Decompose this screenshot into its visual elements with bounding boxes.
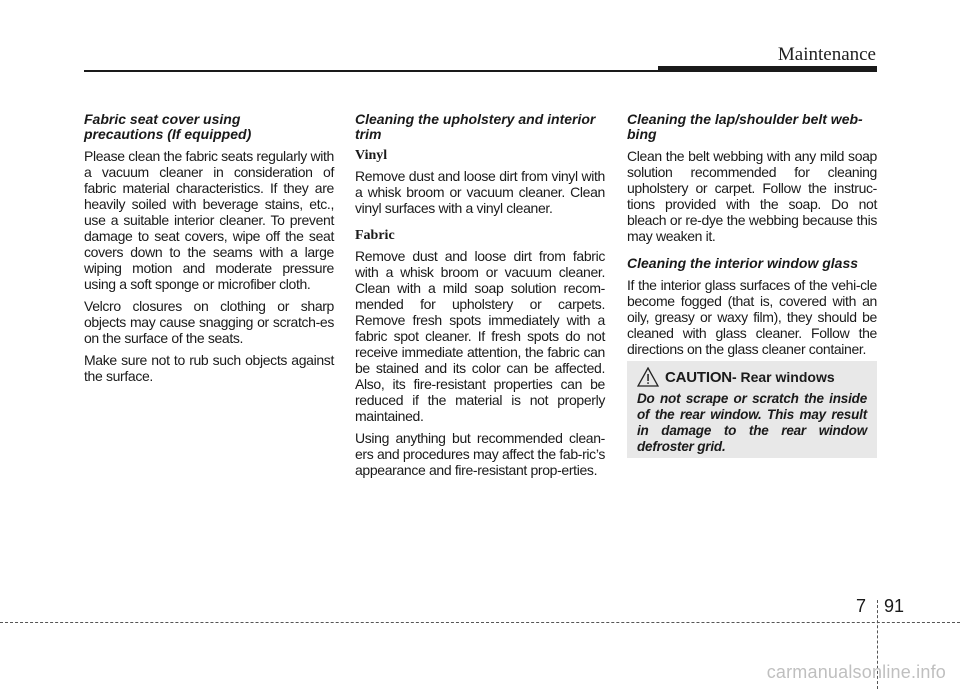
paragraph-vinyl: Remove dust and loose dirt from vinyl with a whisk broom or vacuum cleaner. Clean vinyl surfaces with a vinyl cleaner. [355, 168, 605, 216]
heading-line-2: bing [627, 126, 657, 142]
heading-belt-webbing [627, 112, 877, 142]
paragraph-belt-webbing: Clean the belt webbing with any mild soap solution recommended for cleaning upholstery or carpet. Follow the instruc-tions provided with the soap. Do not bleach or re-dye the webbing because this may weaken it. [627, 148, 877, 244]
heading-upholstery [355, 112, 605, 142]
caution-box [627, 361, 877, 458]
heading-fabric-seat-cover [84, 112, 334, 142]
page-number: 91 [884, 596, 905, 616]
chapter-number: 7 [856, 596, 867, 616]
caution-topic: - Rear windows [731, 369, 835, 385]
warning-triangle-icon [637, 367, 659, 387]
section-title: Maintenance [777, 44, 876, 65]
header-rule [84, 70, 660, 72]
caution-header [637, 367, 867, 387]
footer-divider [0, 622, 960, 623]
column-belt-and-glass [627, 112, 877, 363]
paragraph-fabric-seat-3: Make sure not to rub such objects against the surface. [84, 352, 334, 384]
column-fabric-seat-cover [84, 112, 334, 390]
heading-line-2: precautions (If equipped) [84, 126, 252, 142]
watermark: carmanualsonline.info [766, 662, 946, 682]
paragraph-fabric: Remove dust and loose dirt from fabric with a whisk broom or vacuum cleaner. Clean with a mild soap solution recom-mended for upholstery or carpets. Remove fresh spots immediately with a fabric spot cleaner. If fresh spots do not receive immediate attention, the fabric can be stained and its color can be affected. Also, its fire-resistant properties can be reduced if the material is not properly maintained. [355, 248, 605, 424]
header-rule-accent [658, 66, 877, 72]
heading-window-glass: Cleaning the interior window glass [627, 255, 859, 271]
paragraph-fabric-seat-2: Velcro closures on clothing or sharp objects may cause snagging or scratch-es on the surface of the seats. [84, 298, 334, 346]
subheading-vinyl: Vinyl [355, 148, 388, 163]
heading-line-1: Fabric seat cover using [84, 111, 241, 127]
heading-line-2: trim [355, 126, 382, 142]
heading-line-1: Cleaning the upholstery and interior [355, 111, 596, 127]
paragraph-window-glass: If the interior glass surfaces of the vehi-cle become fogged (that is, covered with an oily, greasy or waxy film), they should be cleaned with glass cleaner. Follow the directions on the glass cleaner container. [627, 277, 877, 357]
paragraph-fabric-2: Using anything but recommended clean-ers and procedures may affect the fab-ric’s appearance and fire-resistant prop-erties. [355, 430, 605, 478]
column-upholstery [355, 112, 605, 484]
caution-text: Do not scrape or scratch the inside of the rear window. This may result in damage to the rear window defroster grid. [637, 391, 867, 454]
paragraph-fabric-seat-1: Please clean the fabric seats regularly with a vacuum cleaner in consideration of fabric material characteristics. If they are heavily soiled with beverage stains, etc., use a suitable interior cleaner. To prevent damage to seat covers, wipe off the seat covers down to the seams with a large wiping motion and moderate pressure using a soft sponge or microfiber cloth. [84, 148, 334, 292]
heading-line-1: Cleaning the lap/shoulder belt web- [627, 111, 863, 127]
subheading-fabric: Fabric [355, 228, 395, 243]
caution-title: CAUTION [665, 368, 732, 386]
